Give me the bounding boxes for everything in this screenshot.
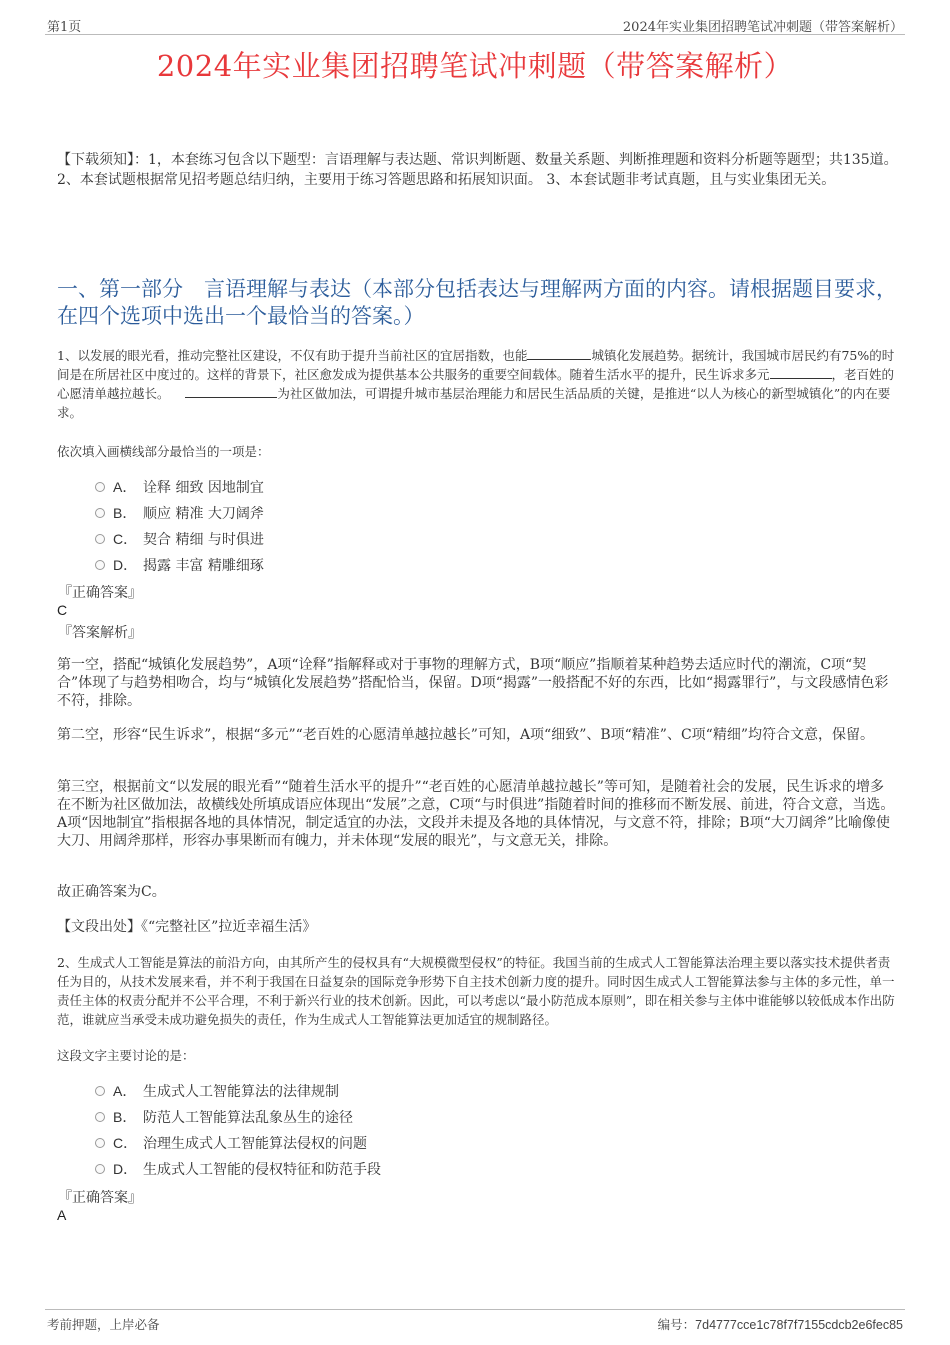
radio-icon[interactable] [95,1164,105,1174]
option-letter: A． [113,1083,137,1099]
correct-answer-label: 『正确答案』 [58,585,142,601]
analysis-conclusion: 故正确答案为C。 [57,884,166,900]
option-d[interactable] [95,552,795,578]
radio-icon[interactable] [95,482,105,492]
correct-answer-label: 『正确答案』 [58,1190,142,1206]
footer-slogan: 考前押题，上岸必备 [47,1317,160,1332]
radio-icon[interactable] [95,508,105,518]
section-title: 一、第一部分 言语理解与表达（本部分包括表达与理解两方面的内容。请根据题目要求，在四个选项中选出一个最恰当的答案。） [57,277,897,328]
radio-icon[interactable] [95,1138,105,1148]
option-text: 治理生成式人工智能算法侵权的问题 [143,1136,367,1152]
question-2-prompt: 这段文字主要讨论的是： [57,1048,195,1063]
analysis-paragraph-2: 第二空，形容“民生诉求”，根据“多元”“老百姓的心愿清单越拉越长”可知，A项“细致”、B项“精准”、C项“精细”均符合文意，保留。 [57,727,874,743]
correct-answer-value: C [57,602,68,618]
q1-text-part4: 为社区做加法，可谓提升城市基层治理能力和居民生活品质的关键，是推进“以人为核心的新型城镇化”的内在要求。 [57,386,891,420]
option-text: 防范人工智能算法乱象丛生的途径 [143,1110,353,1126]
page-footer [45,1309,905,1334]
option-letter: D． [113,557,138,573]
page-number: 第1页 [47,20,82,35]
radio-icon[interactable] [95,560,105,570]
header-doc-title: 2024年实业集团招聘笔试冲刺题（带答案解析） [622,20,903,35]
option-b[interactable] [95,1104,795,1130]
question-1-options [95,474,795,578]
option-text: 生成式人工智能的侵权特征和防范手段 [143,1162,381,1178]
analysis-paragraph-1: 第一空，搭配“城镇化发展趋势”，A项“诠释”指解释或对于事物的理解方式，B项“顺应”指顺着某种趋势去适应时代的潮流，C项“契合”体现了与趋势相吻合，均与“城镇化发展趋势”搭配恰当，保留。D项“揭露”一般搭配不好的东西，比如“揭露罪行”，与文段感情色彩不符，排除。 [57,657,889,709]
option-text: 生成式人工智能算法的法律规制 [143,1084,339,1100]
footer-document-id: 编号：7d4777cce1c78f7f7155cdcb2e6fec85 [657,1318,903,1332]
option-text: 顺应 精准 大刀阔斧 [143,506,264,522]
fill-blank-3 [185,385,277,398]
question-2-options [95,1078,795,1182]
option-letter: B． [113,505,137,521]
option-b[interactable] [95,500,795,526]
analysis-paragraph-3: 第三空，根据前文“以发展的眼光看”“随着生活水平的提升”“老百姓的心愿清单越拉越长”等可知，是随着社会的发展，民生诉求的增多在不断为社区做加法，故横线处所填成语应体现出“发展”之意，C项“与时俱进”指随着时间的推移而不断发展、前进，符合文意，当选。A项“因地制宜”指根据各地的具体情况，制定适宜的办法，文段并未提及各地的具体情况，与文意不符，排除；B项“大刀阔斧”比喻像使大刀、用阔斧那样，形容办事果断而有魄力，并未体现“发展的眼光”，与文意无关，排除。 [57,779,895,849]
q1-text-part2: 城镇化发展趋势。据统计，我国城市居民约有75%的时间是在所居社区中度过的。这样的背景下，社区愈发成为提供基本公共服务的重要空间载体。随着生活水平的提升，民生诉求多元 [57,348,895,382]
answer-analysis-label: 『答案解析』 [58,625,142,641]
option-letter: C． [113,1135,138,1151]
option-a[interactable] [95,474,795,500]
option-letter: A． [113,479,137,495]
option-a[interactable] [95,1078,795,1104]
radio-icon[interactable] [95,1086,105,1096]
page-header [45,14,905,35]
option-c[interactable] [95,526,795,552]
download-notice: 【下载须知】：1，本套练习包含以下题型：言语理解与表达题、常识判断题、数量关系题、判断推理题和资料分析题等题型；共135道。 2、本套试题根据常见招考题总结归纳，主要用于练习答题思路和拓展知识面。 3、本套试题非考试真题，且与实业集团无关。 [57,152,898,188]
document-title: 2024年实业集团招聘笔试冲刺题（带答案解析） [156,49,794,83]
option-d[interactable] [95,1156,795,1182]
option-text: 诠释 细致 因地制宜 [143,480,264,496]
q1-text-part1: 1、以发展的眼光看，推动完整社区建设，不仅有助于提升当前社区的宜居指数，也能 [57,348,528,363]
option-text: 契合 精细 与时俱进 [143,532,264,548]
option-c[interactable] [95,1130,795,1156]
question-2-text: 2、生成式人工智能是算法的前沿方向，由其所产生的侵权具有“大规模微型侵权”的特征。我国当前的生成式人工智能算法治理主要以落实技术提供者责任为目的，从技术发展来看，并不利于我国在日益复杂的国际竞争形势下自主技术创新力度的提升。同时因生成式人工智能算法参与主体的多元性，单一责任主体的权责分配并不公平合理，不利于新兴行业的技术创新。因此，可以考虑以“最小防范成本原则”，即在相关参与主体中谁能够以较低成本作出防范，谁就应当承受未成功避免损失的责任，作为生成式人工智能算法更加适宜的规制路径。 [57,955,895,1027]
correct-answer-value: A [57,1207,67,1223]
fill-blank-1 [527,347,591,360]
option-letter: C． [113,531,138,547]
radio-icon[interactable] [95,534,105,544]
q1-text-part3: ，老百姓的心愿清单越拉越长。 [57,367,895,401]
option-letter: D． [113,1161,138,1177]
source-citation: 【文段出处】《“完整社区”拉近幸福生活》 [57,919,317,935]
option-letter: B． [113,1109,137,1125]
option-text: 揭露 丰富 精雕细琢 [143,558,264,574]
question-1-text [57,346,902,422]
question-1-prompt: 依次填入画横线部分最恰当的一项是： [57,444,270,459]
fill-blank-2 [770,366,832,379]
radio-icon[interactable] [95,1112,105,1122]
